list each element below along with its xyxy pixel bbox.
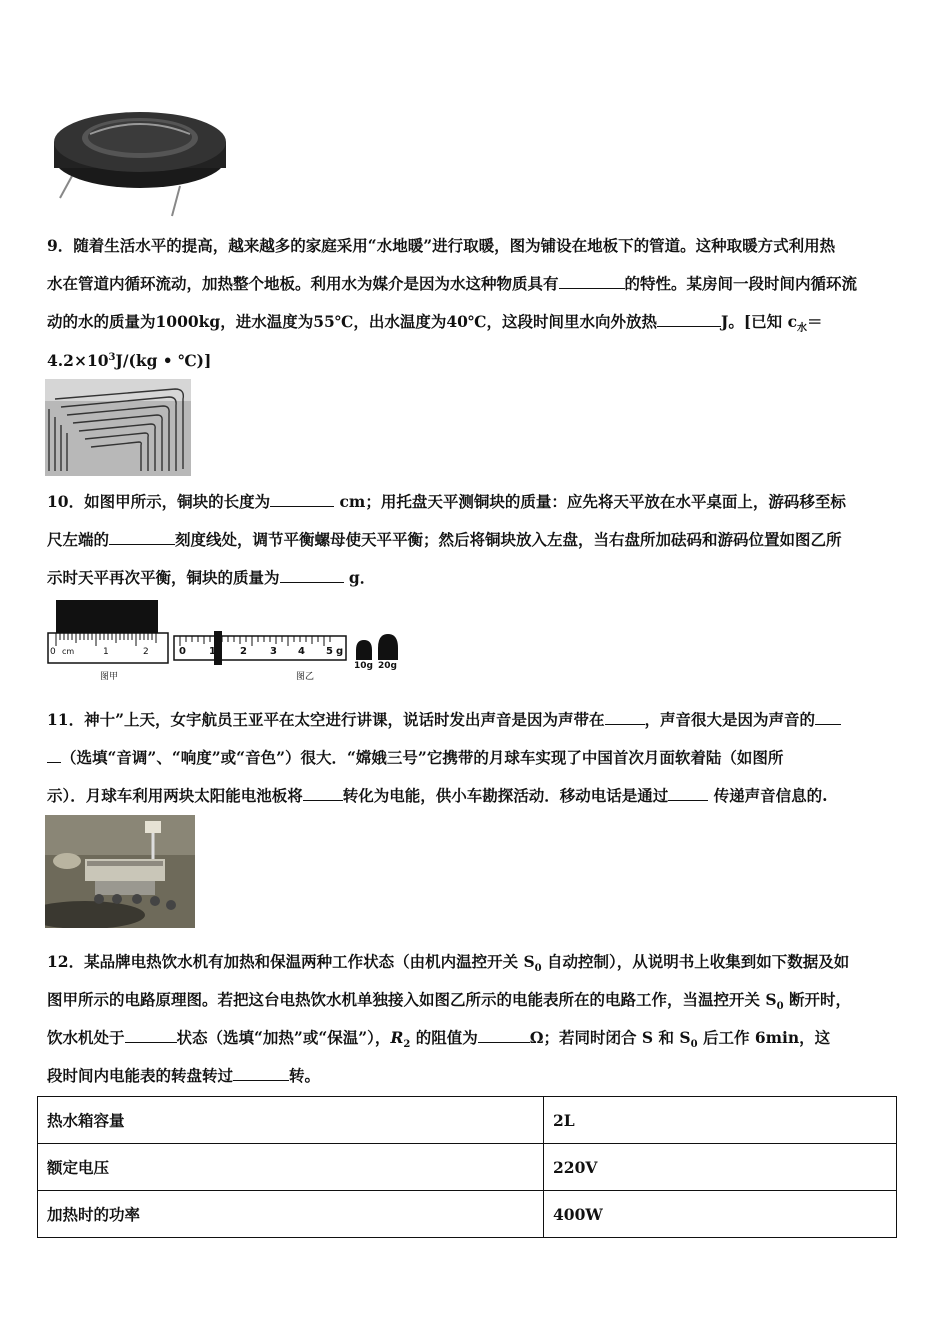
q9-text-3c: ＝ — [807, 312, 823, 331]
ruler-left-label-1: 1 — [103, 647, 109, 657]
q10-blank-2[interactable] — [109, 530, 175, 545]
q12-text-2b: 断开时， — [783, 990, 851, 1009]
q12-sub-1: 0 — [534, 963, 542, 975]
scale-label-5: 5 — [326, 646, 333, 657]
q10-text-2b: 刻度线处，调节平衡螺母使天平平衡；然后将铜块放入左盘，当右盘所加砝码和游码位置如图乙所 — [175, 530, 842, 549]
q12-text-4b: 转。 — [289, 1066, 321, 1085]
table-cell-value: 2L — [544, 1097, 897, 1144]
q9-line-2 — [47, 274, 857, 294]
q10-line-3 — [47, 568, 375, 588]
q12-sub-3: 0 — [690, 1039, 698, 1051]
q12-sub-2: 0 — [776, 1001, 784, 1013]
q10-text-3a: 示时天平再次平衡，铜块的质量为 — [47, 568, 280, 587]
q11-text-1a: 11．神十”上天，女宇航员王亚平在太空进行讲课，说话时发出声音是因为声带在 — [47, 710, 605, 729]
spec-table — [37, 1096, 897, 1238]
q11-text-2: （选填“音调”、“响度”或“音色”）很大．“嫦娥三号”它携带的月球车实现了中国首次月面软着陆（如图所 — [61, 748, 784, 767]
q10-text-3b: g． — [343, 568, 376, 587]
q11-line-2 — [47, 748, 783, 768]
q9-blank-2[interactable] — [657, 312, 721, 327]
q11-blank-1[interactable] — [605, 710, 645, 725]
q9-line-4 — [47, 348, 211, 371]
q10-text-2a: 尺左端的 — [47, 530, 110, 549]
table-row — [38, 1097, 897, 1144]
q11-line-3 — [47, 786, 828, 806]
q9-text-4a: 4.2×10 — [47, 351, 109, 371]
q10-text-1b: cm；用托盘天平测铜块的质量：应先将天平放在水平桌面上，游码移至标 — [334, 492, 846, 511]
q12-text-1b: 自动控制），从说明书上收集到如下数据及如 — [541, 952, 850, 971]
q10-line-1 — [47, 492, 846, 512]
floor-heating-pipes-image — [45, 379, 191, 476]
q11-blank-3[interactable] — [303, 786, 343, 801]
figure-b-caption: 图乙 — [296, 672, 315, 682]
table-cell-label: 加热时的功率 — [38, 1191, 544, 1238]
scale-label-0: 0 — [179, 646, 186, 657]
q12-text-3a: 饮水机处于 — [47, 1028, 125, 1047]
q12-line-2 — [47, 990, 851, 1017]
q12-r-symbol: R — [390, 1028, 404, 1047]
weight-20g-label: 20g — [378, 661, 397, 671]
table-cell-value: 400W — [544, 1191, 897, 1238]
q11-line-1 — [47, 710, 841, 730]
q12-blank-1[interactable] — [125, 1028, 177, 1043]
q10-text-1a: 10．如图甲所示，铜块的长度为 — [47, 492, 271, 511]
scale-label-1: 1 — [209, 646, 216, 657]
q12-text-3e: 后工作 6min，这 — [697, 1028, 831, 1047]
q9-text-4b: J/(kg • ℃)] — [115, 351, 212, 371]
q10-blank-3[interactable] — [280, 568, 344, 583]
q12-text-3b: 状态（选填“加热”或“保温”）， — [176, 1028, 391, 1047]
q11-blank-2a[interactable] — [815, 710, 841, 725]
scale-label-4: 4 — [298, 646, 305, 657]
q12-line-4 — [47, 1066, 320, 1086]
q9-sub-water: 水 — [797, 323, 808, 335]
q11-blank-2b[interactable] — [47, 748, 61, 763]
q10-line-2 — [47, 530, 842, 550]
scale-label-g: g — [336, 646, 344, 657]
ruler-left-label-0: 0 — [50, 647, 56, 657]
q12-text-1a: 12．某品牌电热饮水机有加热和保温两种工作状态（由机内温控开关 S — [47, 952, 535, 971]
table-cell-value: 220V — [544, 1144, 897, 1191]
table-cell-label: 额定电压 — [38, 1144, 544, 1191]
q12-text-4a: 段时间内电能表的转盘转过 — [47, 1066, 234, 1085]
q9-line-1 — [47, 236, 835, 256]
table-row — [38, 1144, 897, 1191]
q9-blank-1[interactable] — [559, 274, 625, 289]
q9-text-1: 9．随着生活水平的提高，越来越多的家庭采用“水地暖”进行取暖，图为铺设在地板下的管道。这种取暖方式利用热 — [47, 236, 836, 255]
q11-text-3a: 示）．月球车利用两块太阳能电池板将 — [47, 786, 303, 805]
q12-r-sub: 2 — [403, 1039, 411, 1051]
q12-blank-2[interactable] — [478, 1028, 530, 1043]
q11-text-1b: ，声音很大是因为声音的 — [644, 710, 816, 729]
q9-sup: 3 — [108, 352, 116, 363]
q12-text-3c: 的阻值为 — [410, 1028, 478, 1047]
robot-vacuum-image — [50, 98, 228, 220]
ruler-balance-figure — [46, 598, 406, 684]
table-row — [38, 1191, 897, 1238]
q12-line-1 — [47, 952, 849, 979]
table-cell-label: 热水箱容量 — [38, 1097, 544, 1144]
scale-label-3: 3 — [270, 646, 277, 657]
q9-text-3b: J。[已知 c — [721, 312, 798, 331]
figure-a-caption: 图甲 — [100, 672, 119, 682]
q9-text-3a: 动的水的质量为1000kg，进水温度为55℃，出水温度为40℃，这段时间里水向外放热 — [47, 312, 658, 331]
q12-text-2a: 图甲所示的电路原理图。若把这台电热饮水机单独接入如图乙所示的电能表所在的电路工作，当温控开关 S — [47, 990, 777, 1009]
weight-10g-label: 10g — [354, 661, 373, 671]
q12-blank-3[interactable] — [233, 1066, 289, 1081]
ruler-left-label-cm: cm — [62, 647, 75, 656]
q11-text-3c: 传递声音信息的. — [708, 786, 828, 805]
q11-text-3b: 转化为电能，供小车勘探活动．移动电话是通过 — [342, 786, 669, 805]
ruler-left-label-2: 2 — [143, 647, 149, 657]
q9-text-2b: 的特性。某房间一段时间内循环流 — [624, 274, 858, 293]
q12-line-3 — [47, 1028, 830, 1055]
scale-label-2: 2 — [240, 646, 247, 657]
q9-text-2a: 水在管道内循环流动，加热整个地板。利用水为媒介是因为水这种物质具有 — [47, 274, 559, 293]
q12-text-3d: Ω；若同时闭合 S 和 S — [529, 1028, 691, 1047]
q9-line-3 — [47, 312, 823, 339]
q10-blank-1[interactable] — [270, 492, 334, 507]
lunar-rover-image — [45, 815, 195, 928]
q11-blank-4[interactable] — [668, 786, 708, 801]
